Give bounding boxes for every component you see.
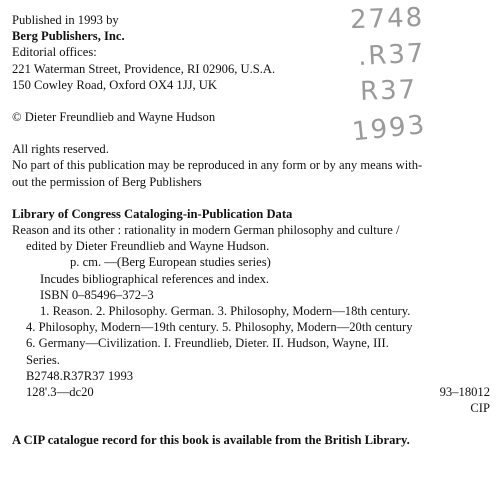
stamp-line-4: 1993 bbox=[350, 109, 428, 148]
cip-dewey: 128'.3—dc20 bbox=[26, 385, 94, 400]
cip-dewey-row bbox=[12, 384, 490, 400]
copyright-line: © Dieter Freundlieb and Wayne Hudson bbox=[12, 110, 216, 125]
rights-notice-1: No part of this publication may be reproduced in any form or by any means with- bbox=[12, 158, 423, 173]
rights-block bbox=[12, 141, 490, 190]
cip-subjects-3: 6. Germany—Civilization. I. Freundlieb, Dieter. II. Hudson, Wayne, III. bbox=[26, 336, 389, 351]
cip-isbn: ISBN 0–85496–372–3 bbox=[40, 287, 154, 302]
cip-title-2: edited by Dieter Freundlieb and Wayne Hudson. bbox=[26, 239, 270, 254]
published-line: Published in 1993 by bbox=[12, 13, 119, 27]
publisher-block bbox=[12, 12, 490, 93]
british-library-notice: A CIP catalogue record for this book is available from the British Library. bbox=[12, 433, 410, 448]
cip-call-number: B2748.R37R37 1993 bbox=[26, 368, 134, 383]
cip-subjects-4: Series. bbox=[26, 352, 60, 367]
cip-subjects-2: 4. Philosophy, Modern—19th century. 5. Philosophy, Modern—20th century bbox=[26, 320, 413, 335]
cip-lccn: 93–18012 bbox=[439, 385, 490, 400]
cip-title-1: Reason and its other : rationality in modern German philosophy and culture / bbox=[12, 223, 400, 238]
rights-reserved: All rights reserved. bbox=[12, 142, 109, 157]
cip-heading: Library of Congress Cataloging-in-Publication Data bbox=[12, 206, 293, 221]
cip-bibliography: Incudes bibliographical references and index. bbox=[40, 271, 270, 286]
office-address-1: 221 Waterman Street, Providence, RI 02906, U.S.A. bbox=[12, 61, 276, 76]
stamp-line-1: 2748 bbox=[349, 2, 425, 36]
copyright-page bbox=[12, 12, 490, 449]
cip-subjects-1: 1. Reason. 2. Philosophy. German. 3. Philosophy, Modern—18th century. bbox=[40, 304, 411, 319]
stamp-line-3: R37 bbox=[359, 74, 418, 107]
office-address-2: 150 Cowley Road, Oxford OX4 1JJ, UK bbox=[12, 77, 217, 92]
cip-block bbox=[12, 206, 490, 417]
offices-label: Editorial offices: bbox=[12, 45, 97, 60]
stamp-line-2: .R37 bbox=[357, 38, 427, 72]
cip-label: CIP bbox=[470, 401, 490, 416]
rights-notice-2: out the permission of Berg Publishers bbox=[12, 174, 202, 189]
cip-pages: p. cm. —(Berg European studies series) bbox=[70, 255, 271, 270]
publisher-name: Berg Publishers, Inc. bbox=[12, 29, 125, 44]
